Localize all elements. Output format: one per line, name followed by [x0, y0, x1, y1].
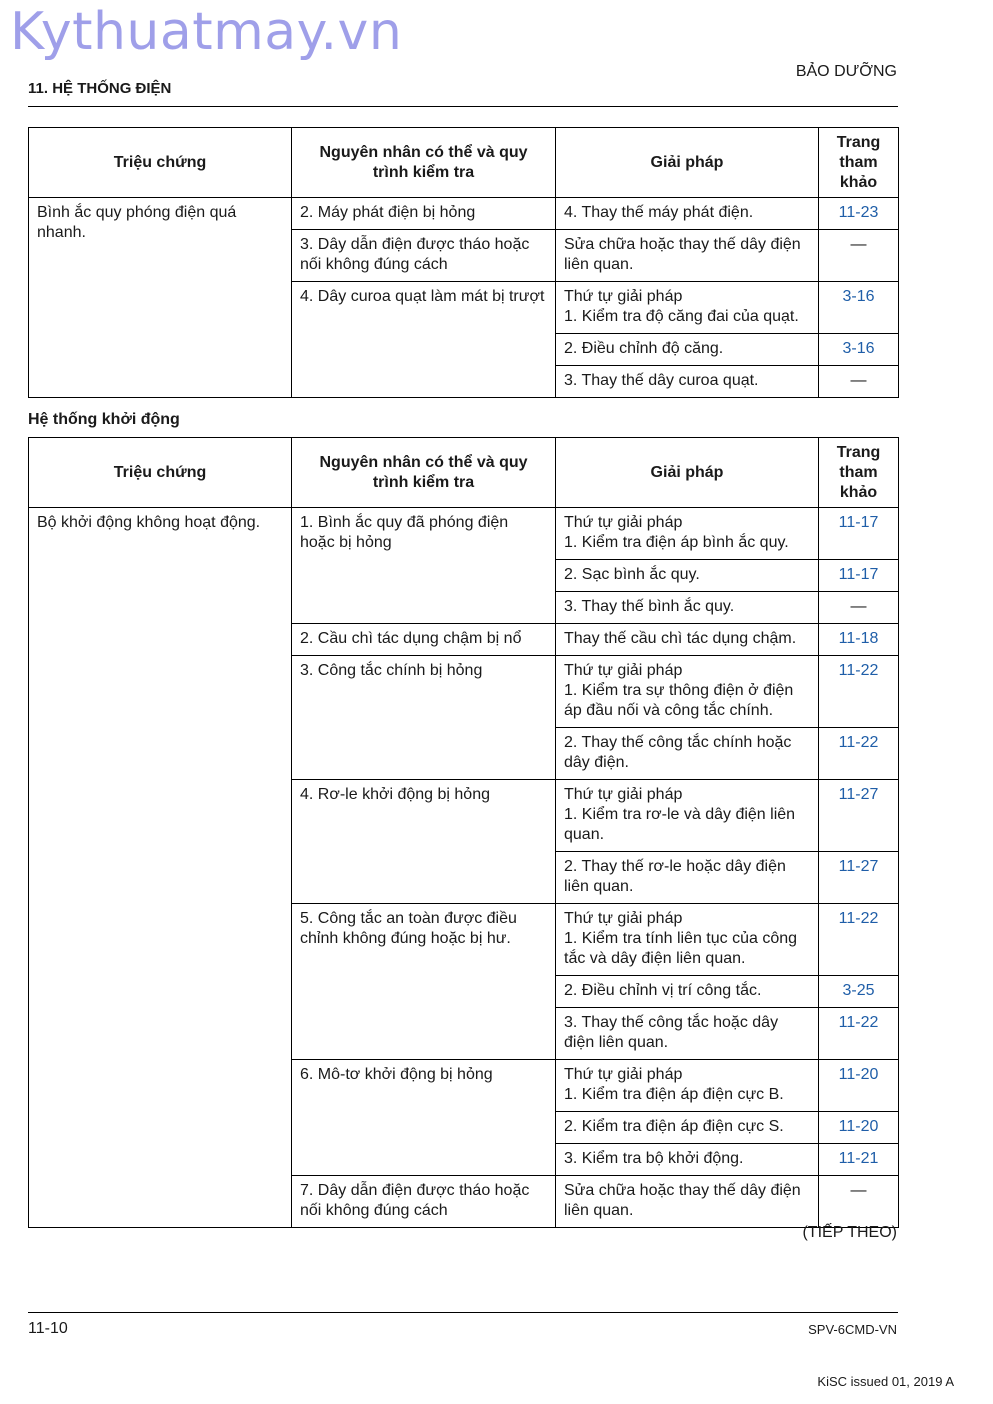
solution-cell: Thứ tự giải pháp 1. Kiểm tra điện áp điện cực B.: [556, 1060, 819, 1112]
reference-link[interactable]: 11-21: [819, 1144, 899, 1176]
reference-link[interactable]: 3-16: [819, 282, 899, 334]
solution-cell: Thay thế cầu chì tác dụng chậm.: [556, 624, 819, 656]
battery-troubleshooting-table: [28, 127, 899, 398]
header-divider: [28, 106, 898, 107]
reference-link[interactable]: 11-20: [819, 1112, 899, 1144]
reference-link[interactable]: 11-22: [819, 656, 899, 728]
solution-cell: 2. Sạc bình ắc quy.: [556, 560, 819, 592]
cause-cell: 6. Mô-tơ khởi động bị hỏng: [292, 1060, 556, 1176]
solution-cell: 2. Điều chỉnh vị trí công tắc.: [556, 976, 819, 1008]
reference-none: —: [819, 366, 899, 398]
table-body: [29, 508, 899, 1228]
solution-cell: 4. Thay thế máy phát điện.: [556, 198, 819, 230]
page-number: 11-10: [28, 1320, 68, 1337]
header-solution: Giải pháp: [556, 128, 819, 198]
starter-troubleshooting-table: [28, 437, 899, 1228]
reference-link[interactable]: 3-16: [819, 334, 899, 366]
table-header-row: [29, 438, 899, 508]
solution-cell: Thứ tự giải pháp 1. Kiểm tra điện áp bình ắc quy.: [556, 508, 819, 560]
solution-cell: Sửa chữa hoặc thay thế dây điện liên quan.: [556, 230, 819, 282]
table-header-row: [29, 128, 899, 198]
cause-cell: 7. Dây dẫn điện được tháo hoặc nối không đúng cách: [292, 1176, 556, 1228]
section-title: 11. HỆ THỐNG ĐIỆN: [28, 80, 172, 97]
header-cause: Nguyên nhân có thể và quy trình kiểm tra: [292, 438, 556, 508]
solution-cell: 3. Thay thế bình ắc quy.: [556, 592, 819, 624]
reference-link[interactable]: 3-25: [819, 976, 899, 1008]
document-code: SPV-6CMD-VN: [808, 1322, 897, 1337]
issue-note: KiSC issued 01, 2019 A: [817, 1374, 954, 1389]
header-cause: Nguyên nhân có thể và quy trình kiểm tra: [292, 128, 556, 198]
solution-cell: 2. Điều chỉnh độ căng.: [556, 334, 819, 366]
solution-cell: Thứ tự giải pháp 1. Kiểm tra tính liên tục của công tắc và dây điện liên quan.: [556, 904, 819, 976]
solution-cell: 2. Thay thế công tắc chính hoặc dây điện.: [556, 728, 819, 780]
cause-cell: 2. Cầu chì tác dụng chậm bị nổ: [292, 624, 556, 656]
cause-cell: 2. Máy phát điện bị hỏng: [292, 198, 556, 230]
reference-link[interactable]: 11-17: [819, 508, 899, 560]
reference-link[interactable]: 11-27: [819, 852, 899, 904]
header-reference: Trang tham khảo: [819, 438, 899, 508]
solution-cell: Thứ tự giải pháp 1. Kiểm tra rơ-le và dây điện liên quan.: [556, 780, 819, 852]
header-reference: Trang tham khảo: [819, 128, 899, 198]
solution-cell: 3. Thay thế dây curoa quạt.: [556, 366, 819, 398]
solution-cell: Sửa chữa hoặc thay thế dây điện liên quan.: [556, 1176, 819, 1228]
cause-cell: 3. Dây dẫn điện được tháo hoặc nối không đúng cách: [292, 230, 556, 282]
solution-cell: 3. Thay thế công tắc hoặc dây điện liên quan.: [556, 1008, 819, 1060]
footer-divider: [28, 1312, 898, 1313]
reference-none: —: [819, 1176, 899, 1228]
table-row: [29, 198, 899, 230]
reference-link[interactable]: 11-17: [819, 560, 899, 592]
continued-note: (TIẾP THEO): [802, 1224, 897, 1241]
reference-link[interactable]: 11-27: [819, 780, 899, 852]
subsection-title: Hệ thống khởi động: [28, 411, 180, 428]
reference-link[interactable]: 11-22: [819, 904, 899, 976]
solution-cell: Thứ tự giải pháp 1. Kiểm tra độ căng đai của quạt.: [556, 282, 819, 334]
solution-cell: 2. Thay thế rơ-le hoặc dây điện liên quan.: [556, 852, 819, 904]
table-body: [29, 198, 899, 398]
reference-link[interactable]: 11-23: [819, 198, 899, 230]
cause-cell: 5. Công tắc an toàn được điều chỉnh không đúng hoặc bị hư.: [292, 904, 556, 1060]
symptom-cell: Bộ khởi động không hoạt động.: [29, 508, 292, 1228]
cause-cell: 4. Dây curoa quạt làm mát bị trượt: [292, 282, 556, 398]
reference-link[interactable]: 11-18: [819, 624, 899, 656]
header-symptom: Triệu chứng: [29, 128, 292, 198]
header-category: BẢO DƯỠNG: [795, 63, 897, 80]
header-symptom: Triệu chứng: [29, 438, 292, 508]
header-solution: Giải pháp: [556, 438, 819, 508]
cause-cell: 3. Công tắc chính bị hỏng: [292, 656, 556, 780]
cause-cell: 1. Bình ắc quy đã phóng điện hoặc bị hỏng: [292, 508, 556, 624]
solution-cell: 3. Kiểm tra bộ khởi động.: [556, 1144, 819, 1176]
reference-none: —: [819, 230, 899, 282]
reference-none: —: [819, 592, 899, 624]
solution-cell: 2. Kiểm tra điện áp điện cực S.: [556, 1112, 819, 1144]
reference-link[interactable]: 11-20: [819, 1060, 899, 1112]
cause-cell: 4. Rơ-le khởi động bị hỏng: [292, 780, 556, 904]
reference-link[interactable]: 11-22: [819, 1008, 899, 1060]
watermark-logo: Kythuatmay.vn: [10, 2, 403, 62]
table-row: [29, 508, 899, 560]
reference-link[interactable]: 11-22: [819, 728, 899, 780]
symptom-cell: Bình ắc quy phóng điện quá nhanh.: [29, 198, 292, 398]
solution-cell: Thứ tự giải pháp 1. Kiểm tra sự thông điện ở điện áp đầu nối và công tắc chính.: [556, 656, 819, 728]
